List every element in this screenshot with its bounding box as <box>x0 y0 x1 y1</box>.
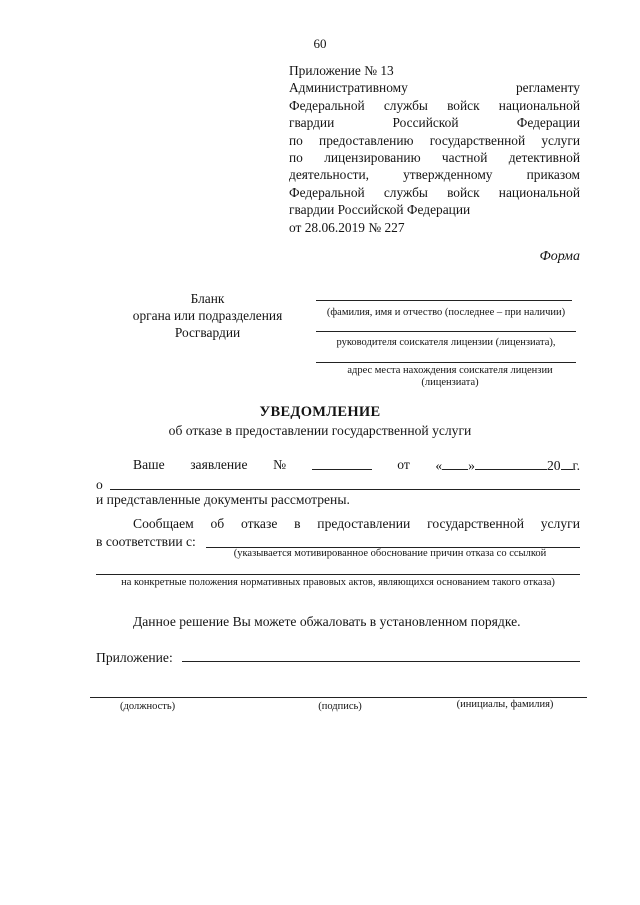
position-caption: (должность) <box>120 701 176 712</box>
appendix-line: гвардии Российской Федерации <box>289 115 580 131</box>
appendix-line: Федеральной службы войск национальной <box>289 184 580 200</box>
day-field[interactable] <box>442 457 468 470</box>
application-word: заявление <box>190 457 248 472</box>
document-title: УВЕДОМЛЕНИЕ <box>259 404 381 420</box>
refusal-caption: на конкретные положения нормативных правовых актов, являющихся основанием такого отказа) <box>121 577 555 588</box>
recipient-caption: адрес места нахождения соискателя лицензии <box>347 365 553 376</box>
date-field <box>435 457 580 474</box>
year-prefix: 20 <box>546 458 561 473</box>
blank-line: Росгвардии <box>174 325 241 340</box>
year-field[interactable] <box>561 457 573 470</box>
refusal-text: Сообщаем об отказе в предоставлении государственной услуги <box>133 516 580 531</box>
appendix-line: гвардии Российской Федерации <box>289 202 471 218</box>
appendix-line: по предоставлению государственной услуги <box>289 132 580 148</box>
appendix-header <box>289 62 580 236</box>
name-caption: (инициалы, фамилия) <box>456 699 554 710</box>
application-line <box>133 457 580 474</box>
recipient-caption: (лицензиата) <box>421 377 479 388</box>
refusal-basis-line-2[interactable] <box>96 574 580 575</box>
form-label: Форма <box>539 249 580 264</box>
appendix-line: от 28.06.2019 № 227 <box>289 219 405 235</box>
number-label: № <box>273 457 287 472</box>
application-number-field[interactable] <box>312 457 372 470</box>
authority-letterhead-block <box>100 290 315 341</box>
documents-reviewed-text: и представленные документы рассмотрены. <box>96 492 350 507</box>
quote-open: « <box>435 458 443 473</box>
blank-line: органа или подразделения <box>132 308 283 323</box>
attachment-line[interactable] <box>182 661 580 662</box>
document-subtitle: об отказе в предоставлении государственной услуги <box>168 423 472 438</box>
refusal-caption: (указывается мотивированное обоснование причин отказа со ссылкой <box>233 548 547 559</box>
appendix-line: Приложение № 13 <box>289 63 394 78</box>
appeal-text: Данное решение Вы можете обжаловать в установленном порядке. <box>133 614 521 629</box>
about-label: о <box>96 477 103 492</box>
application-word: Ваше <box>133 457 165 472</box>
recipient-caption: руководителя соискателя лицензии (лицензиата), <box>336 337 556 348</box>
appendix-line: Административному регламенту <box>289 80 580 96</box>
appendix-line: деятельности, утвержденному приказом <box>289 167 580 183</box>
signature-caption: (подпись) <box>318 701 362 712</box>
subject-line[interactable] <box>110 489 580 490</box>
recipient-caption: (фамилия, имя и отчество (последнее – при наличии) <box>326 307 566 318</box>
quote-close: » <box>468 458 475 473</box>
appendix-line: по лицензированию частной детективной <box>289 150 580 166</box>
recipient-address-line[interactable] <box>316 362 576 363</box>
blank-line: Бланк <box>190 291 225 306</box>
page-number: 60 <box>313 36 327 51</box>
date-label: от <box>397 457 410 472</box>
appendix-line: Федеральной службы войск национальной <box>289 97 580 113</box>
recipient-name-line[interactable] <box>316 300 572 301</box>
month-field[interactable] <box>475 457 547 470</box>
year-suffix: г. <box>572 458 580 473</box>
attachment-label: Приложение: <box>96 650 173 665</box>
refusal-basis-label: в соответствии с: <box>96 534 196 549</box>
recipient-line[interactable] <box>316 331 576 332</box>
